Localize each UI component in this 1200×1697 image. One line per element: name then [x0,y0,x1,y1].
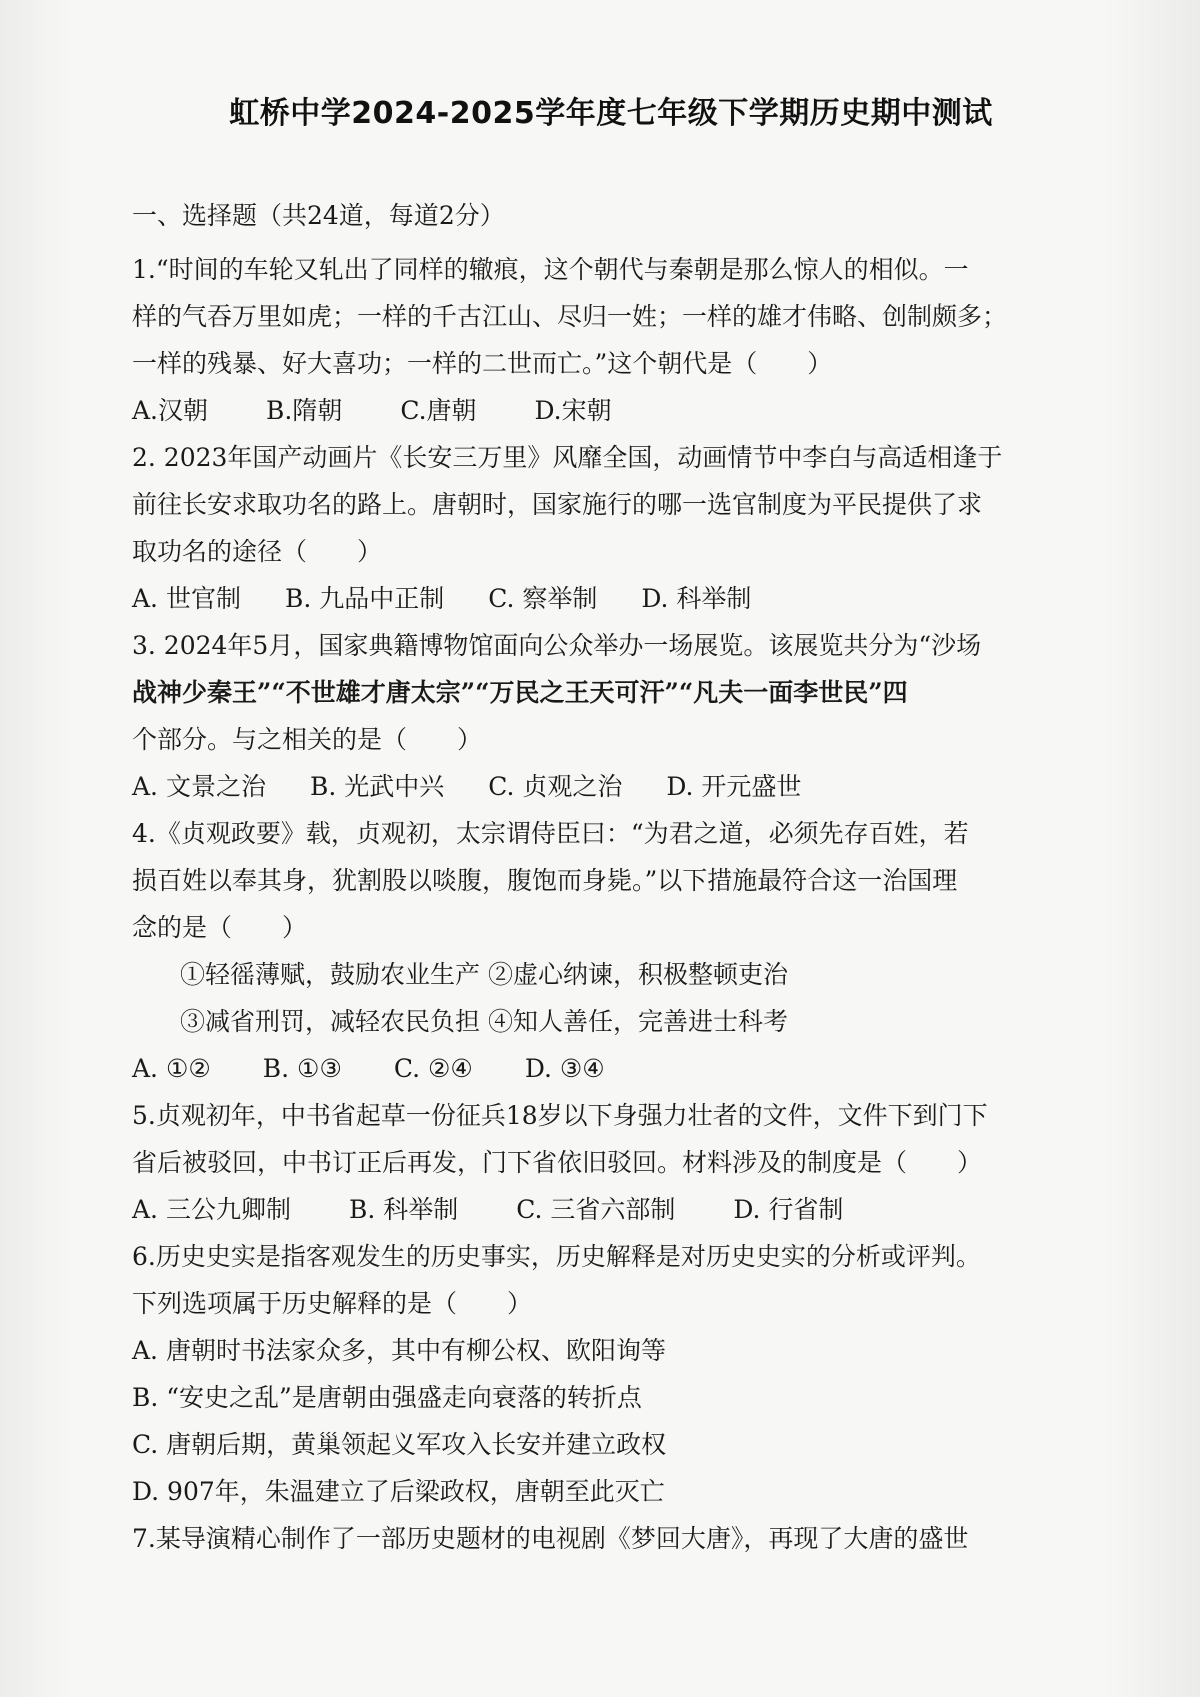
question-line: 5.贞观初年，中书省起草一份征兵18岁以下身强力壮者的文件，文件下到门下 [132,1101,988,1130]
statement-line: ①轻徭薄赋，鼓励农业生产 ②虚心纳谏，积极整顿吏治 [180,960,788,989]
question-line: 念的是（ ） [132,913,308,942]
page-title: 虹桥中学2024-2025学年度七年级下学期历史期中测试 [229,96,993,131]
options-row [132,1186,1090,1233]
question-line: 3. 2024年5月，国家典籍博物馆面向公众举办一场展览。该展览共分为“沙场 [132,631,982,660]
question-line: 1.“时间的车轮又轧出了同样的辙痕，这个朝代与秦朝是那么惊人的相似。一 [132,255,969,284]
option-a: A. 世官制 [132,584,241,613]
options-row [132,387,1090,434]
option-c: C. 唐朝后期，黄巢领起义军攻入长安并建立政权 [132,1430,667,1459]
option-c: C. 三省六部制 [516,1195,676,1224]
question-line: 战神少秦王”“不世雄才唐太宗”“万民之王天可汗”“凡夫一面李世民”四 [132,678,908,707]
option-d: D. 907年，朱温建立了后梁政权，唐朝至此灭亡 [132,1477,665,1506]
option-b: B. 光武中兴 [309,772,445,801]
option-d: D. 科举制 [641,584,752,613]
option-b: B. ①③ [262,1054,342,1083]
question-line: 6.历史史实是指客观发生的历史事实，历史解释是对历史史实的分析或评判。 [132,1242,981,1271]
statement-line: ③减省刑罚，减轻农民负担 ④知人善任，完善进士科考 [180,1007,788,1036]
option-c: C. 贞观之治 [488,772,623,801]
section-heading: 一、选择题（共24道，每道2分） [132,201,505,230]
question-7 [132,1515,1090,1562]
option-b: B.隋朝 [266,396,343,425]
question-line: 7.某导演精心制作了一部历史题材的电视剧《梦回大唐》，再现了大唐的盛世 [132,1524,969,1553]
options-row [132,763,1090,810]
question-line: 4.《贞观政要》载，贞观初，太宗谓侍臣曰：“为君之道，必须先存百姓，若 [132,819,969,848]
question-line: 下列选项属于历史解释的是（ ） [132,1289,533,1318]
option-d: D. ③④ [524,1054,605,1083]
option-c: C. ②④ [393,1054,473,1083]
question-2 [132,434,1090,622]
option-a: A. 唐朝时书法家众多，其中有柳公权、欧阳询等 [132,1336,666,1365]
question-line: 取功名的途径（ ） [132,537,383,566]
option-d: D. 开元盛世 [666,772,802,801]
question-line: 一样的残暴、好大喜功；一样的二世而亡。”这个朝代是（ ） [132,349,833,378]
question-line: 个部分。与之相关的是（ ） [132,725,483,754]
options-row [132,1045,1090,1092]
question-line: 前往长安求取功名的路上。唐朝时，国家施行的哪一选官制度为平民提供了求 [132,490,983,519]
option-b: B. 科举制 [348,1195,459,1224]
question-6 [132,1233,1090,1515]
option-d: D.宋朝 [534,396,612,425]
question-line: 损百姓以奉其身，犹割股以啖腹，腹饱而身毙。”以下措施最符合这一治国理 [132,866,958,895]
options-row [132,575,1090,622]
question-1 [132,246,1090,434]
option-a: A. ①② [132,1054,211,1083]
question-line: 2. 2023年国产动画片《长安三万里》风靡全国，动画情节中李白与高适相逢于 [132,443,1003,472]
question-5 [132,1092,1090,1233]
question-line: 省后被驳回，中书订正后再发，门下省依旧驳回。材料涉及的制度是（ ） [132,1148,983,1177]
option-a: A.汉朝 [132,396,209,425]
option-b: B. 九品中正制 [284,584,445,613]
question-3 [132,622,1090,810]
option-d: D. 行省制 [733,1195,844,1224]
option-c: C. 察举制 [488,584,598,613]
option-c: C.唐朝 [400,396,477,425]
option-a: A. 文景之治 [132,772,266,801]
option-a: A. 三公九卿制 [132,1195,291,1224]
question-line: 样的气吞万里如虎；一样的千古江山、尽归一姓；一样的雄才伟略、创制颇多； [132,302,1008,331]
option-b: B. “安史之乱”是唐朝由强盛走向衰落的转折点 [132,1383,642,1412]
question-4 [132,810,1090,1092]
